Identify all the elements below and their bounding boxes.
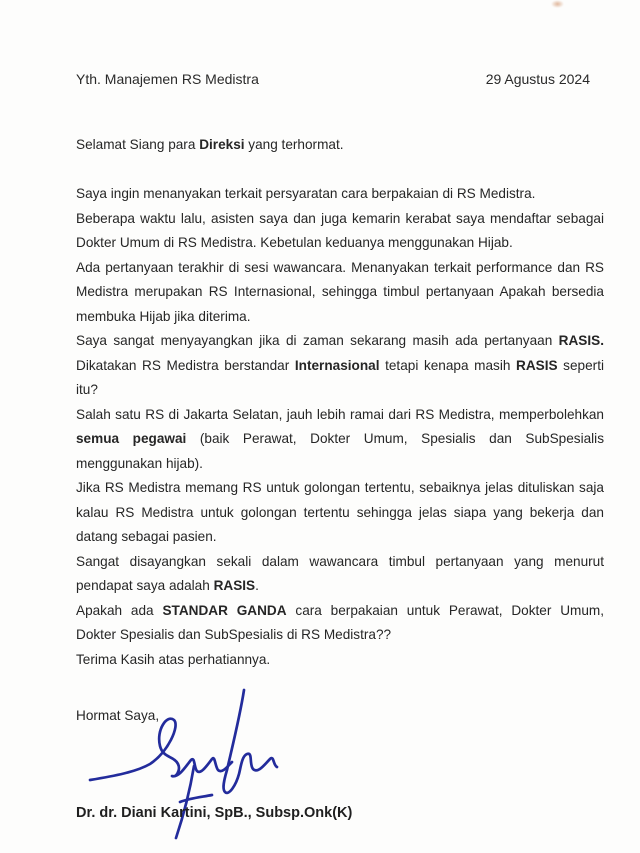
letter-line: Terima Kasih atas perhatiannya. [76, 651, 271, 667]
greeting-line [76, 133, 604, 158]
letter-line: Medistra merupakan RS Internasional, sehingga timbul pertanyaan Apakah bersedia [76, 284, 604, 299]
letter-line: membuka Hijab jika diterima. [76, 308, 251, 324]
letter-line: Saya sangat menyayangkan jika di zaman sekarang masih ada pertanyaan RASIS. [76, 333, 604, 348]
letter-line: semua pegawai (baik Perawat, Dokter Umum, Spesialis dan SubSpesialis [76, 431, 604, 446]
letter-line: itu? [76, 382, 98, 397]
recipient-line: Yth. Manajemen RS Medistra [76, 71, 259, 87]
letter-line: Dokter Spesialis dan SubSpesialis di RS Medistra?? [76, 627, 392, 642]
letter-line: Saya ingin menanyakan terkait persyaratan cara berpakaian di RS Medistra. [76, 186, 536, 201]
letter-line: Selamat Siang para Direksi yang terhormat. [76, 137, 344, 152]
letter-line: pendapat saya adalah RASIS. [76, 578, 259, 593]
letter-line: Dokter Umum di RS Medistra. Kebetulan keduanya menggunakan Hijab. [76, 235, 513, 250]
letter-line: menggunakan hijab). [76, 455, 203, 471]
letter-line: Dikatakan RS Medistra berstandar Internasional tetapi kenapa masih RASIS seperti [76, 357, 604, 373]
letter-line: Jika RS Medistra memang RS untuk golongan tertentu, sebaiknya jelas dituliskan saja [76, 480, 604, 495]
letter-line: Sangat disayangkan sekali dalam wawancara timbul pertanyaan yang menurut [76, 553, 604, 569]
signatory-name: Dr. dr. Diani Kartini, SpB., Subsp.Onk(K) [76, 805, 353, 821]
date-line: 29 Agustus 2024 [485, 71, 590, 87]
closing-salutation: Hormat Saya, [76, 708, 160, 723]
letter-line: Ada pertanyaan terakhir di sesi wawancara. Menanyakan terkait performance dan RS [76, 259, 604, 275]
scan-smudge-artifact [551, 0, 564, 8]
letter-line: Beberapa waktu lalu, asisten saya dan juga kemarin kerabat saya mendaftar sebagai [76, 210, 604, 226]
letter-line: Salah satu RS di Jakarta Selatan, jauh lebih ramai dari RS Medistra, memperbolehkan [76, 406, 604, 422]
letter-line: kalau RS Medistra untuk golongan tertentu sehingga jelas siapa yang bekerja dan [76, 504, 604, 520]
letter-line: Apakah ada STANDAR GANDA cara berpakaian untuk Perawat, Dokter Umum, [76, 602, 604, 618]
letter-body [76, 182, 604, 672]
letter-line: datang sebagai pasien. [76, 529, 217, 544]
